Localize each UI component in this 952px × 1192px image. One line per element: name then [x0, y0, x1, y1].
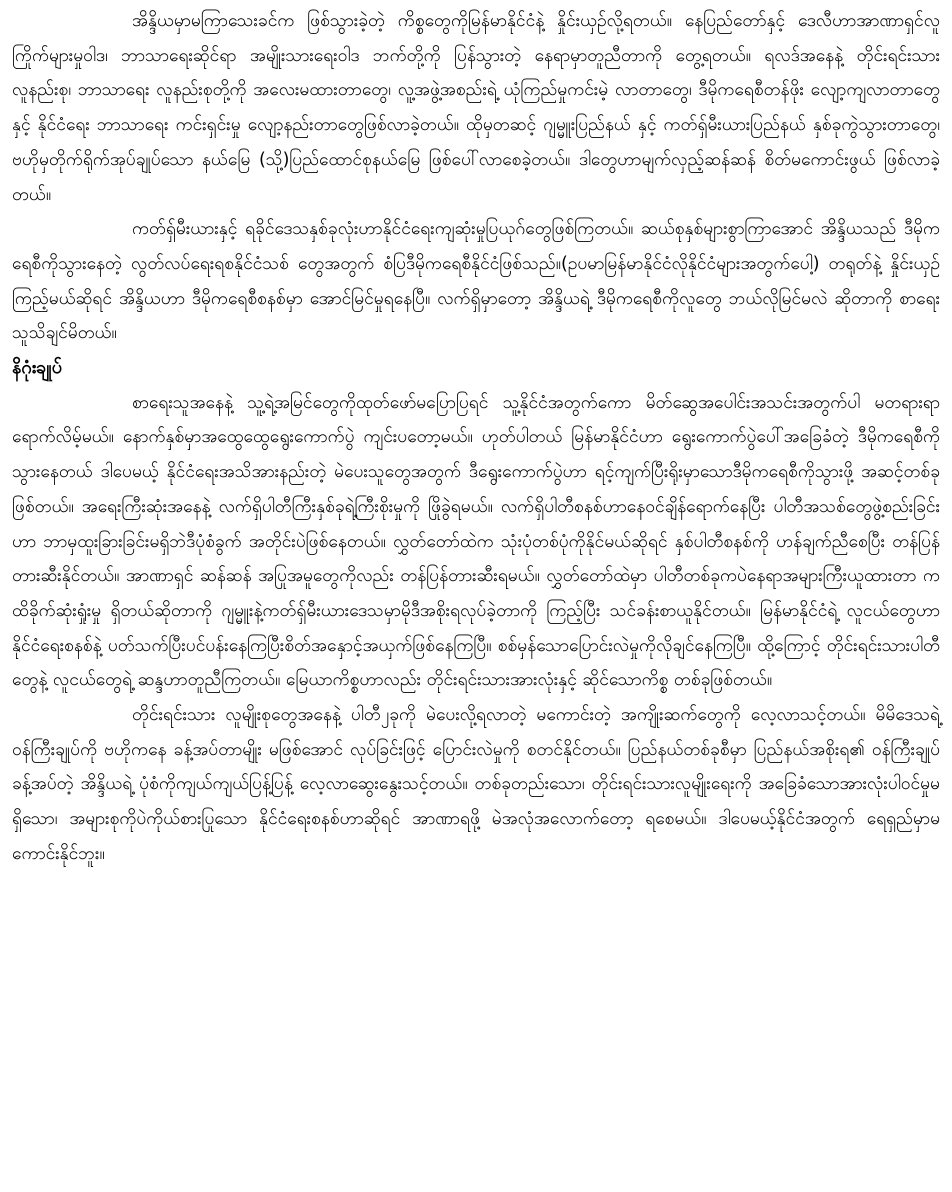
paragraph: ကတ်ရှ်မီးယားနှင့် ရခိုင်ဒေသနှစ်ခုလုံးဟာနိုင်ငံရေးကျဆုံးမှုပြယုဂ်တွေဖြစ်ကြတယ်။ ဆယ်စုနှစ်များစွာကြာအောင် အိန္ဒိယသည် ဒီမိုကရေစီကိုသွားနေတဲ့ လွတ်လပ်ရေးရစနိုင်ငံသစ် တွေအတွက် စံပြဒီမိုကရေစီနိုင်ငံဖြစ်သည်။(ဥပမာမြန်မာနိုင်ငံလိုနိုင်ငံများအတွက်ပေါ့) တရုတ်နဲ့ နှိုင်းယှဉ်ကြည့်မယ်ဆိုရင် အိန္ဒိယဟာ ဒီမိုကရေစီစနစ်မှာ အောင်မြင်မှုရနေပြီ။ လက်ရှိမှာတော့ အိန္ဒိယရဲ့ ဒီမိုကရေစီကိုလူတွေ ဘယ်လိုမြင်မလဲ ဆိုတာကို စာရေးသူသိချင်မိတယ်။	[12, 219, 940, 344]
paragraph: တိုင်းရင်းသား လူမျိုးစုတွေအနေနဲ့ ပါတီ၂ခုကို မဲပေးလို့ရလာတဲ့ မကောင်းတဲ့ အကျိုးဆက်တွေကို လေ့လာသင့်တယ်။ မိမိဒေသရဲ့ ဝန်ကြီးချုပ်ကို ဗဟိုကနေ ခန့်အပ်တာမျိုး မဖြစ်အောင် လုပ်ခြင်းဖြင့် ပြောင်းလဲမှုကို စတင်နိုင်တယ်။ ပြည်နယ်တစ်ခုစီမှာ ပြည်နယ်အစိုးရ၏ ဝန်ကြီးချုပ်ခန့်အပ်တဲ့ အိန္ဒိယရဲ့ ပုံစံကိုကျယ်ကျယ်ပြန့်ပြန့် လေ့လာဆွေးနွေးသင့်တယ်။ တစ်ခုတည်းသော၊ တိုင်းရင်းသားလူမျိုးရေးကို အခြေခံသောအားလုံးပါဝင်မှုမရှိသော၊ အများစုကိုပဲကိုယ်စားပြုသော နိုင်ငံရေးစနစ်ဟာဆိုရင် အာဏာရဖို့ မဲအလုံအလောက်တော့ ရစေမယ်။ ဒါပေမယ့်နိုင်ငံအတွက် ရေရှည်မှာမကောင်းနိုင်ဘူး။	[12, 705, 940, 864]
paragraph: အိန္ဒိယမှာမကြာသေးခင်က ဖြစ်သွားခဲ့တဲ့ ကိစ္စတွေကိုမြန်မာနိုင်ငံနဲ့ နှိုင်းယှဉ်လို့ရတယ်။ နေပြည်တော်နှင့် ဒေလီဟာအာဏာရှင်လူကြိုက်များမှုဝါဒ၊ ဘာသာရေးဆိုင်ရာ အမျိုးသားရေးဝါဒ ဘက်တို့ကို ပြန်သွားတဲ့ နေရာမှာတူညီတာကို တွေ့ရတယ်။ ရလဒ်အနေနဲ့ တိုင်းရင်းသား လူနည်းစု၊ ဘာသာရေး လူနည်းစုတို့ကို အလေးမထားတာတွေ၊ လူ့အဖွဲ့အစည်းရဲ့ ယုံကြည်မှုကင်းမဲ့ လာတာတွေ၊ ဒီမိုကရေစီတန်ဖိုး လျော့ကျလာတာတွေနှင့် နိုင်ငံရေး ဘာသာရေး ကင်းရှင်းမှု လျော့နည်းတာတွေဖြစ်လာခဲ့တယ်။ ထိုမှတဆင့် ဂျမ္မူးပြည်နယ် နှင့် ကတ်ရှ်မီးယားပြည်နယ် နှစ်ခုကွဲသွားတာတွေ၊ ဗဟိုမှတိုက်ရိုက်အုပ်ချုပ်သော နယ်မြေ (သို့)ပြည်ထောင်စုနယ်မြေ ဖြစ်ပေါ်လာစေခဲ့တယ်။ ဒါတွေဟာမျက်လှည့်ဆန်ဆန် စိတ်မကောင်းဖွယ် ဖြစ်လာခဲ့တယ်။	[12, 11, 940, 205]
document-page	[12, 4, 940, 872]
paragraph: စာရေးသူအနေနဲ့ သူ့ရဲ့အမြင်တွေကိုထုတ်ဖော်မပြောပြရင် သူ့နိုင်ငံအတွက်ကော မိတ်ဆွေအပေါင်းအသင်းအတွက်ပါ မတရားရာရောက်လိမ့်မယ်။ နောက်နှစ်မှာအထွေထွေရွေးကောက်ပွဲ ကျင်းပတော့မယ်။ ဟုတ်ပါတယ် မြန်မာနိုင်ငံဟာ ရွေးကောက်ပွဲပေါ်အခြေခံတဲ့ ဒီမိုကရေစီကိုသွားနေတယ် ဒါပေမယ့် နိုင်ငံရေးအသိအားနည်းတဲ့ မဲပေးသူတွေအတွက် ဒီရွေးကောက်ပွဲဟာ ရင့်ကျက်ပြီးရိုးမှာသောဒီမိုကရေစီကိုသွားဖို့ အဆင့်တစ်ခုဖြစ်တယ်။ အရေးကြီးဆုံးအနေနဲ့ လက်ရှိပါတီကြီးနှစ်ခုရဲ့ကြီးစိုးမှုကို ဖြိုခွဲရမယ်။ လက်ရှိပါတီစနစ်ဟာနေဝင်ချိန်ရောက်နေပြီး ပါတီအသစ်တွေဖွဲ့စည်းခြင်းဟာ ဘာမှထူးခြားခြင်းမရှိဘဲဒီပုံစံခွက် အတိုင်းပဲဖြစ်နေတယ်။ လွှတ်တော်ထဲက သုံးပုံတစ်ပုံကိုနိုင်မယ်ဆိုရင် နှစ်ပါတီစနစ်ကို ဟန်ချက်ညီစေပြီး တန်ပြန်တားဆီးနိုင်တယ်။ အာဏာရှင် ဆန်ဆန် အပြုအမူတွေကိုလည်း တန်ပြန်တားဆီးရမယ်။ လွှတ်တော်ထဲမှာ ပါတီတစ်ခုကပဲနေရာအများကြီးယူထားတာ ကထိခိုက်ဆုံးရှုံးမှု ရှိတယ်ဆိုတာကို ဂျမ္မူးနဲ့ကတ်ရှ်မီးယားဒေသမှာမိုဒီအစိုးရလုပ်ခဲ့တာကို ကြည့်ပြီး သင်ခန်းစာယူနိုင်တယ်။ မြန်မာနိုင်ငံရဲ့ လူငယ်တွေဟာနိုင်ငံရေးစနစ်နဲ့ ပတ်သက်ပြီးပင်ပန်းနေကြပြီးစိတ်အနှောင့်အယှက်ဖြစ်နေကြပြီ။ စစ်မှန်သောပြောင်းလဲမှုကိုလိုချင်နေကြပြီ။ ထို့ကြောင့် တိုင်းရင်းသားပါတီတွေနဲ့ လူငယ်တွေရဲ့ ဆန္ဒဟာတူညီကြတယ်။ မြေယာကိစ္စဟာလည်း တိုင်းရင်းသားအားလုံးနှင့် ဆိုင်သောကိစ္စ တစ်ခုဖြစ်တယ်။	[12, 392, 940, 691]
section-heading: နိဂုံးချုပ်	[12, 357, 62, 379]
